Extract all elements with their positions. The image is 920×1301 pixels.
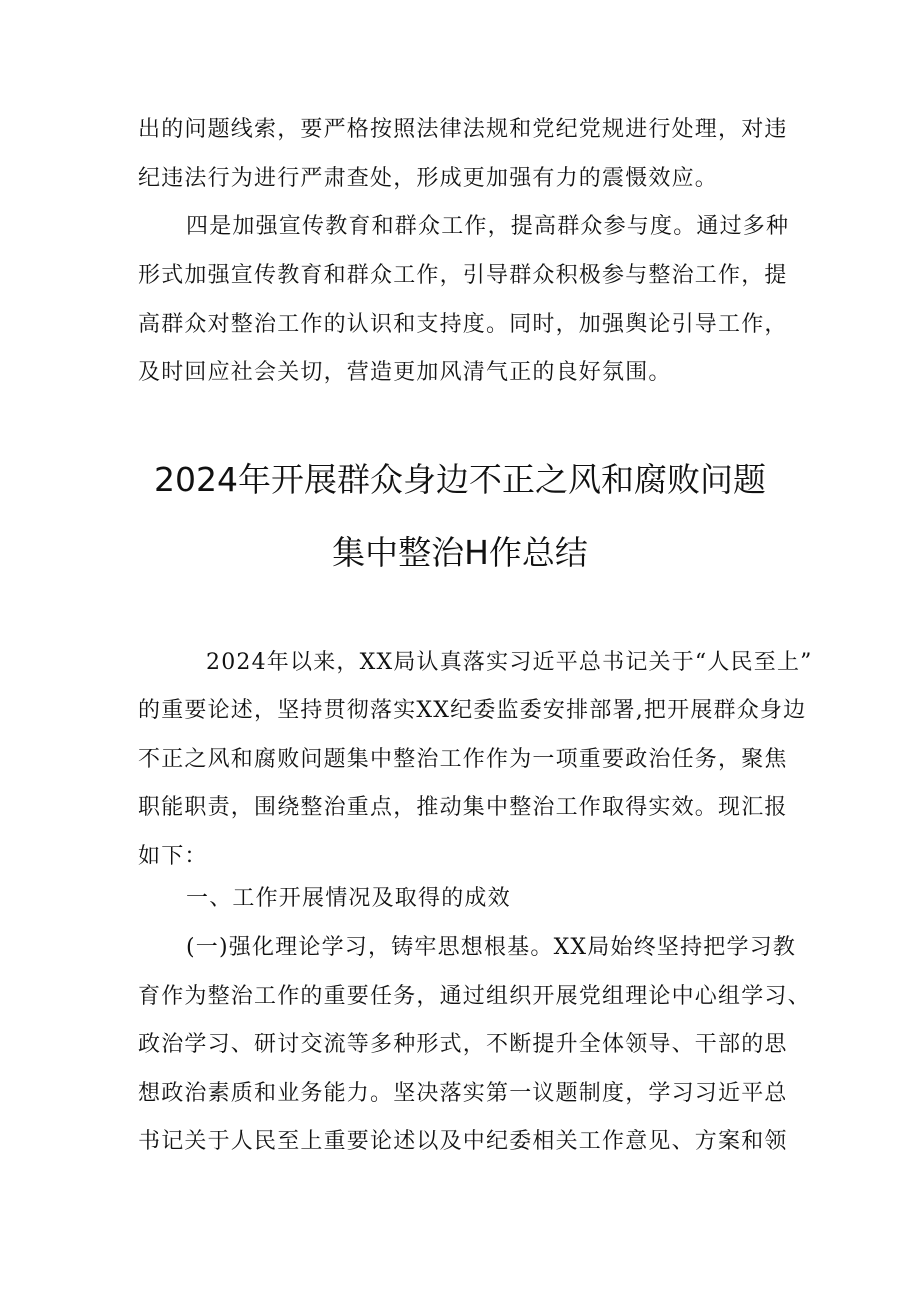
paragraph-line: 育作为整治工作的重要任务，通过组织开展党组理论中心组学习、 — [138, 984, 811, 1009]
paragraph-line: 2024年以来，XX局认真落实习近平总书记关于“人民至上” — [206, 650, 813, 675]
paragraph-line: 的重要论述，坚持贯彻落实XX纪委监委安排部署,把开展群众身边 — [138, 698, 807, 723]
paragraph-line: 四是加强宣传教育和群众工作，提高群众参与度。通过多种 — [186, 214, 790, 239]
paragraph-line: 政治学习、研讨交流等多种形式，不断提升全体领导、干部的思 — [138, 1032, 788, 1057]
paragraph-line: 不正之风和腐败问题集中整治工作作为一项重要政治任务，聚焦 — [138, 747, 788, 772]
document-title-line-2: 集中整治H作总结 — [332, 533, 588, 572]
paragraph-line: 及时回应社会关切，营造更加风清气正的良好氛围。 — [138, 360, 672, 385]
paragraph-line: 如下： — [138, 844, 208, 869]
paragraph-line: 高群众对整治工作的认识和支持度。同时，加强舆论引导工作， — [138, 312, 788, 337]
paragraph-line: (一)强化理论学习，铸牢思想根基。XX局始终坚持把学习教 — [186, 935, 797, 960]
document-title-line-1: 2024年开展群众身边不正之风和腐败问题 — [154, 460, 766, 499]
paragraph-line: 职能职责，围绕整治重点，推动集中整治工作取得实效。现汇报 — [138, 795, 788, 820]
paragraph-line: 出的问题线索，要严格按照法律法规和党纪党规进行处理，对违 — [138, 117, 788, 142]
paragraph-line: 书记关于人民至上重要论述以及中纪委相关工作意见、方案和领 — [138, 1129, 788, 1154]
paragraph-line: 形式加强宣传教育和群众工作，引导群众积极参与整治工作，提 — [138, 263, 788, 288]
paragraph-line: 想政治素质和业务能力。坚决落实第一议题制度，学习习近平总 — [138, 1081, 788, 1106]
section-heading: 一、工作开展情况及取得的成效 — [186, 886, 511, 911]
paragraph-line: 纪违法行为进行严肃查处，形成更加强有力的震慑效应。 — [138, 166, 719, 191]
